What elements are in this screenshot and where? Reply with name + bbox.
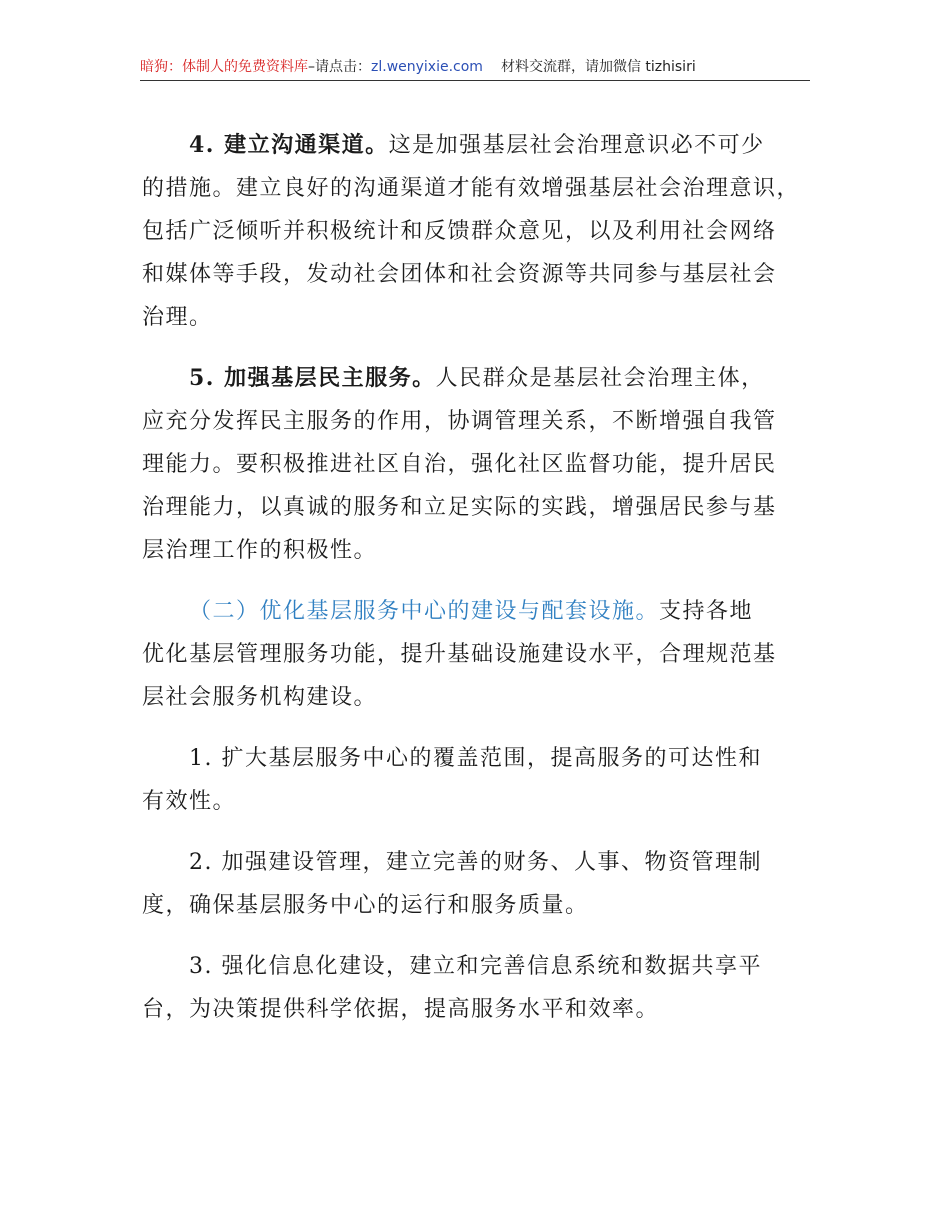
paragraph-first-line: 2. 加强建设管理，建立完善的财务、人事、物资管理制	[189, 850, 762, 875]
paragraph-line: 应充分发挥民主服务的作用，协调管理关系，不断增强自我管	[142, 409, 777, 434]
paragraph-line: 和媒体等手段，发动社会团体和社会资源等共同参与基层社会	[142, 262, 777, 287]
header-click-prompt: –请点击：	[308, 59, 371, 75]
paragraph-line: 层治理工作的积极性。	[142, 538, 378, 563]
header-site-name: 暗狗：体制人的免费资料库	[140, 59, 308, 75]
paragraph-line: 的措施。建立良好的沟通渠道才能有效增强基层社会治理意识，	[142, 176, 801, 201]
paragraph-line: 台，为决策提供科学依据，提高服务水平和效率。	[142, 997, 660, 1022]
paragraph-first-line: 1. 扩大基层服务中心的覆盖范围，提高服务的可达性和	[189, 746, 762, 771]
paragraph-line: 治理能力，以真诚的服务和立足实际的实践，增强居民参与基	[142, 495, 777, 520]
paragraph-democratic-service	[142, 357, 814, 572]
paragraph-line: 优化基层管理服务功能，提升基础设施建设水平，合理规范基	[142, 642, 777, 667]
paragraph-item-3	[142, 945, 814, 1031]
header-link[interactable]: zl.wenyixie.com	[371, 59, 483, 75]
paragraph-line: 有效性。	[142, 789, 237, 814]
section-heading: （二）优化基层服务中心的建设与配套设施。	[189, 599, 660, 624]
paragraph-first-line	[142, 590, 814, 633]
paragraph-item-1	[142, 737, 814, 823]
paragraph-service-center-section	[142, 590, 814, 719]
paragraph-first-line	[142, 124, 814, 167]
paragraph-line: 包括广泛倾听并积极统计和反馈群众意见，以及利用社会网络	[142, 219, 777, 244]
paragraph-line: 层社会服务机构建设。	[142, 685, 378, 710]
paragraph-text: 这是加强基层社会治理意识必不可少	[388, 133, 765, 158]
header-wechat-note: 材料交流群，请加微信 tizhisiri	[500, 59, 696, 75]
paragraph-text: 支持各地	[659, 599, 754, 624]
paragraph-first-line: 3. 强化信息化建设，建立和完善信息系统和数据共享平	[189, 954, 762, 979]
paragraph-line: 理能力。要积极推进社区自治，强化社区监督功能，提升居民	[142, 452, 777, 477]
paragraph-heading: 5. 加强基层民主服务。	[189, 365, 436, 391]
paragraph-line: 治理。	[142, 305, 213, 330]
paragraph-heading: 4. 建立沟通渠道。	[189, 132, 389, 158]
paragraph-line: 度，确保基层服务中心的运行和服务质量。	[142, 893, 589, 918]
paragraph-item-2	[142, 841, 814, 927]
document-body	[142, 124, 814, 1049]
paragraph-text: 人民群众是基层社会治理主体，	[435, 366, 765, 391]
page-header	[140, 56, 810, 81]
paragraph-communication-channels	[142, 124, 814, 339]
paragraph-first-line	[142, 357, 814, 400]
